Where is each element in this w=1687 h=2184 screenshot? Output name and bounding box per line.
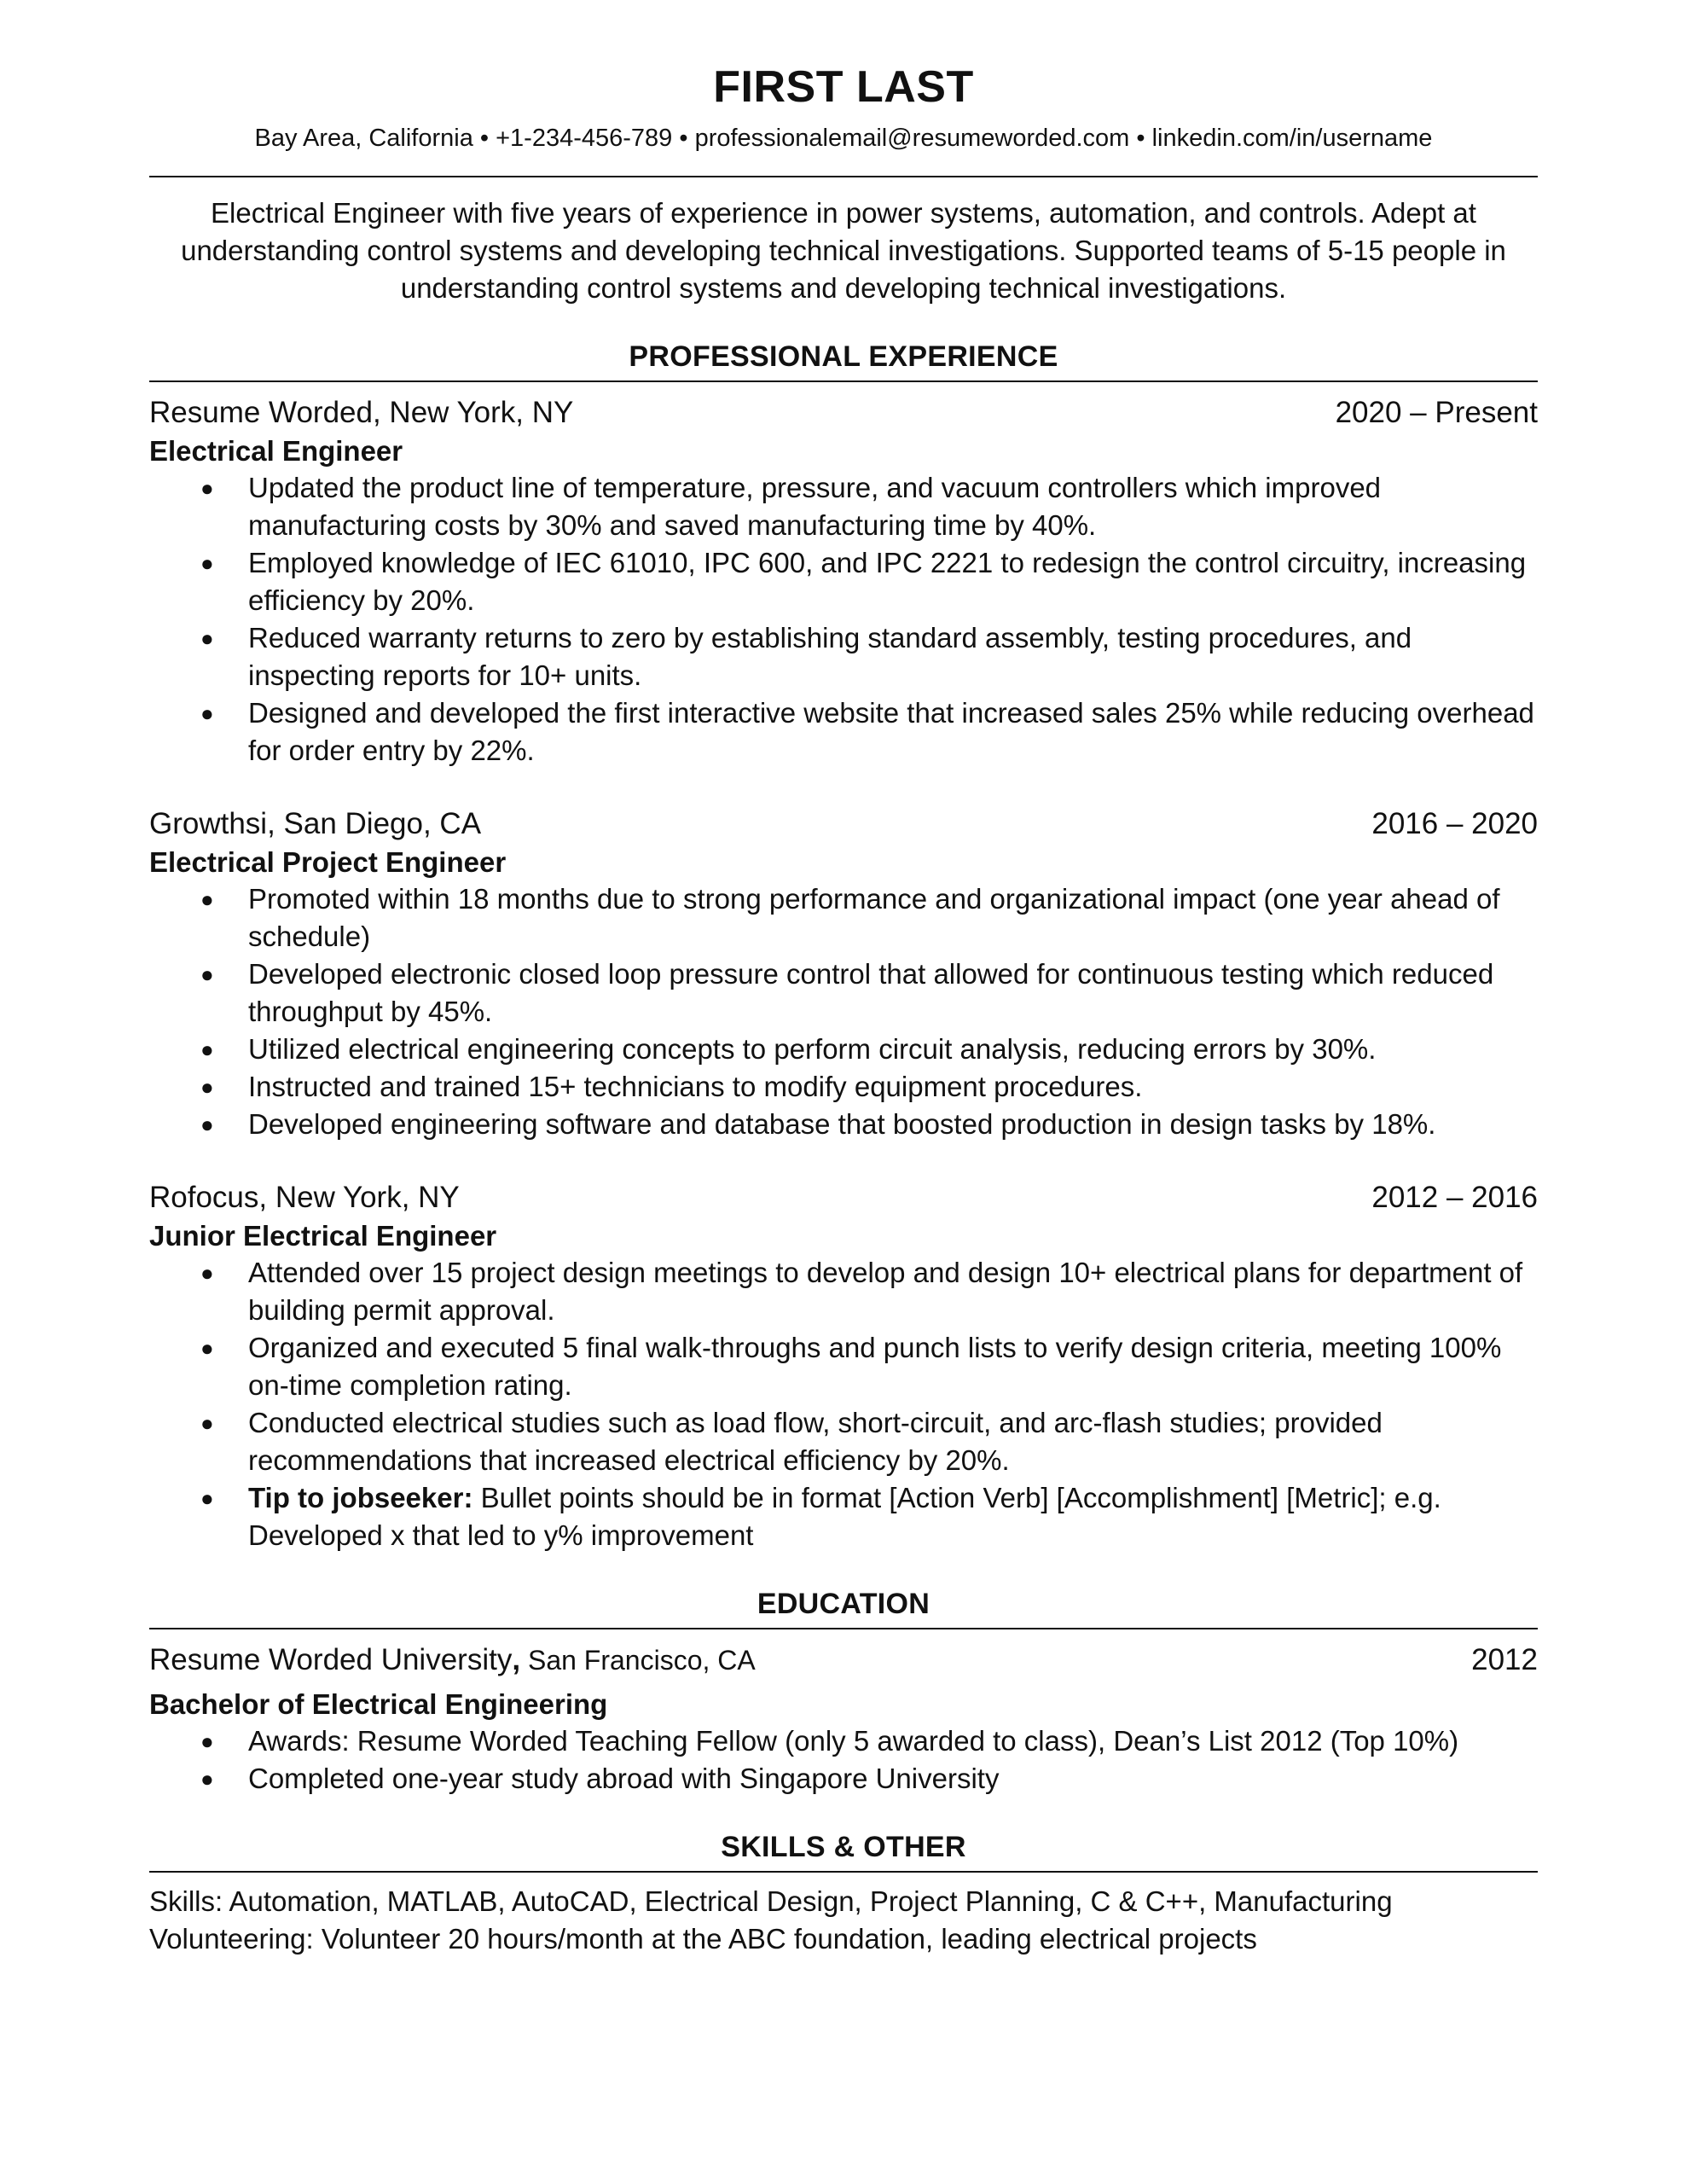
section-title-education: EDUCATION [757, 1588, 930, 1620]
bullet-icon: ● [200, 1410, 214, 1436]
bullet-item [149, 694, 1538, 770]
bullet-text: Conducted electrical studies such as load flow, short-circuit, and arc-flash studies; provided recommendations that increased electrical efficiency by 20%. [248, 1407, 1383, 1476]
section-divider [149, 1871, 1538, 1873]
contact-line: Bay Area, California • +1-234-456-789 • professionalemail@resumeworded.com • linkedin.com/in/username [254, 125, 1433, 152]
bullet-text: Attended over 15 project design meetings to develop and design 10+ electrical plans for department of building permit approval. [248, 1257, 1523, 1326]
bullet-text: Completed one-year study abroad with Singapore University [248, 1763, 1000, 1794]
job-bullets [149, 1254, 1538, 1554]
bullet-icon: ● [200, 550, 214, 576]
candidate-name: FIRST LAST [713, 62, 974, 112]
bullet-item [149, 1068, 1538, 1106]
job-dates: 2016 – 2020 [1371, 807, 1538, 840]
bullet-text: Promoted within 18 months due to strong performance and organizational impact (one year ahead of schedule) [248, 883, 1500, 952]
bullet-item [149, 469, 1538, 544]
job-role: Electrical Project Engineer [149, 846, 507, 878]
bullet-text: Designed and developed the first interactive website that increased sales 25% while reducing overhead for order entry by 22%. [248, 697, 1534, 766]
job-role: Electrical Engineer [149, 435, 403, 467]
tip-label: Tip to jobseeker: [248, 1482, 473, 1513]
job-dates: 2012 – 2016 [1371, 1181, 1538, 1214]
bullet-text: Developed electronic closed loop pressure control that allowed for continuous testing which reduced throughput by 45%. [248, 958, 1494, 1027]
education-school: Resume Worded University [149, 1643, 513, 1676]
bullet-icon: ● [200, 1074, 214, 1100]
bullet-item [149, 1722, 1538, 1760]
bullet-icon: ● [200, 886, 214, 912]
job-role: Junior Electrical Engineer [149, 1220, 497, 1252]
education-school-line [149, 1640, 756, 1687]
education-degree: Bachelor of Electrical Engineering [149, 1688, 608, 1720]
bullet-icon: ● [200, 961, 214, 987]
job-header [149, 1177, 1538, 1218]
bullet-text: Reduced warranty returns to zero by establishing standard assembly, testing procedures, and inspecting reports for 10+ units. [248, 622, 1412, 691]
bullet-text: Utilized electrical engineering concepts to perform circuit analysis, reducing errors by 30%. [248, 1033, 1377, 1065]
summary-paragraph: Electrical Engineer with five years of experience in power systems, automation, and controls. Adept at understanding control systems and developing technical investigations. Supported teams of 5-15 people in understanding control systems and developing technical investigations. [181, 197, 1506, 304]
bullet-icon: ● [200, 1485, 214, 1511]
job-company: Growthsi, San Diego, CA [149, 807, 482, 840]
job-bullets [149, 469, 1538, 770]
bullet-icon: ● [200, 1112, 214, 1137]
education-location: San Francisco, CA [520, 1645, 756, 1676]
tip-text: Bullet points should be in format [Action Verb] [Accomplishment] [Metric]; e.g. Developed x that led to y% improvement [248, 1482, 1441, 1551]
education-entry [149, 1640, 1538, 1798]
bullet-icon: ● [200, 1335, 214, 1361]
bullet-text: Organized and executed 5 final walk-throughs and punch lists to verify design criteria, meeting 100% on-time completion rating. [248, 1332, 1502, 1401]
skills-block [149, 1883, 1538, 1958]
job-entry [149, 1177, 1538, 1554]
bullet-item [149, 1404, 1538, 1479]
bullet-icon: ● [200, 625, 214, 651]
bullet-item [149, 544, 1538, 619]
header-divider [149, 176, 1538, 177]
section-title-experience: PROFESSIONAL EXPERIENCE [629, 340, 1058, 373]
job-dates: 2020 – Present [1335, 396, 1538, 429]
job-header [149, 804, 1538, 845]
bullet-item [149, 1254, 1538, 1329]
bullet-item [149, 956, 1538, 1031]
section-title-skills: SKILLS & OTHER [721, 1831, 966, 1863]
education-year: 2012 [1471, 1643, 1538, 1676]
job-header [149, 392, 1538, 433]
volunteering-line: Volunteering: Volunteer 20 hours/month at the ABC foundation, leading electrical projects [149, 1923, 1257, 1955]
education-header [149, 1640, 1538, 1687]
bullet-icon: ● [200, 1728, 214, 1754]
bullet-text: Updated the product line of temperature, pressure, and vacuum controllers which improved manufacturing costs by 30% and saved manufacturing time by 40%. [248, 472, 1382, 541]
bullet-icon: ● [200, 475, 214, 501]
bullet-icon: ● [200, 700, 214, 726]
bullet-icon: ● [200, 1260, 214, 1286]
bullet-text: Developed engineering software and database that boosted production in design tasks by 18%. [248, 1108, 1436, 1140]
job-company: Rofocus, New York, NY [149, 1181, 460, 1214]
bullet-icon: ● [200, 1766, 214, 1792]
bullet-item [149, 1031, 1538, 1068]
bullet-item [149, 1329, 1538, 1404]
bullet-text: Awards: Resume Worded Teaching Fellow (only 5 awarded to class), Dean’s List 2012 (Top 10%) [248, 1725, 1459, 1757]
bullet-text: Instructed and trained 15+ technicians to modify equipment procedures. [248, 1071, 1143, 1102]
section-divider [149, 380, 1538, 382]
bullet-item [149, 1106, 1538, 1143]
section-divider [149, 1628, 1538, 1629]
bullet-item-tip [149, 1479, 1538, 1554]
bullet-text: Employed knowledge of IEC 61010, IPC 600, and IPC 2221 to redesign the control circuitry, increasing efficiency by 20%. [248, 547, 1527, 616]
bullet-item [149, 880, 1538, 956]
bullet-item [149, 1760, 1538, 1798]
job-entry [149, 392, 1538, 770]
bullet-item [149, 619, 1538, 694]
job-entry [149, 804, 1538, 1143]
bullet-icon: ● [200, 1037, 214, 1062]
education-comma: , [512, 1643, 521, 1676]
education-bullets [149, 1722, 1538, 1798]
job-company: Resume Worded, New York, NY [149, 396, 574, 429]
skills-line: Skills: Automation, MATLAB, AutoCAD, Electrical Design, Project Planning, C & C++, Manufacturing [149, 1885, 1393, 1917]
job-bullets [149, 880, 1538, 1143]
